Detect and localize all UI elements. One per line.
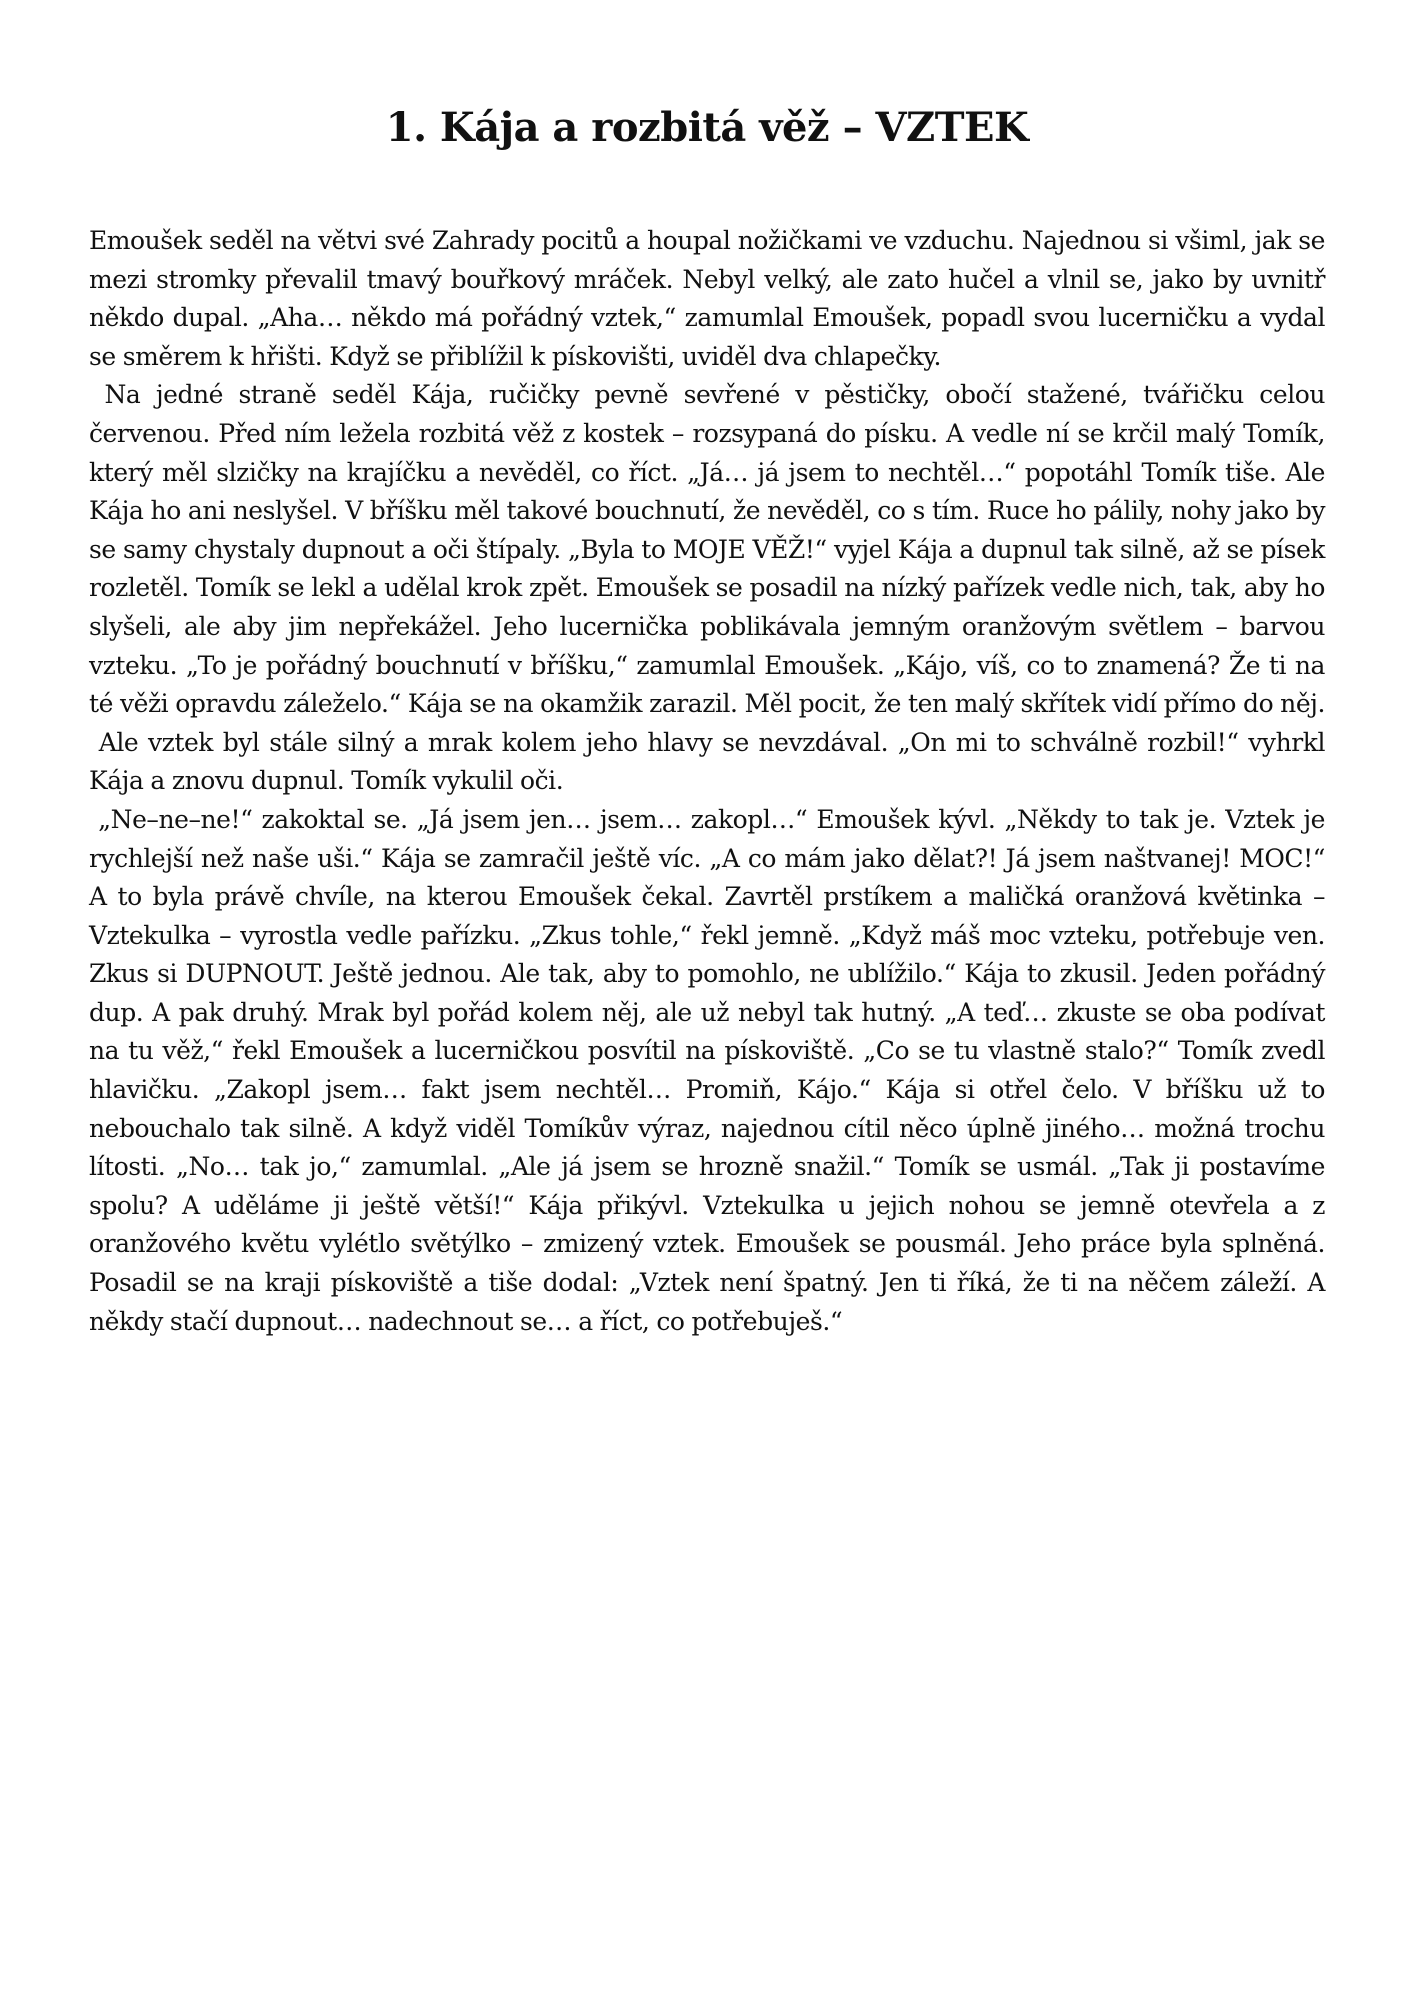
story-body — [89, 222, 1333, 1341]
paragraph-2: Na jedné straně seděl Kája, ručičky pevně sevřené v pěstičky, obočí stažené, tvářičku celou červenou. Před ním ležela rozbitá věž z kostek – rozsypaná do písku. A vedle ní se krčil malý Tomík, který měl slzičky na krajíčku a nevěděl, co říct. „Já… já jsem to nechtěl…“ popotáhl Tomík tiše. Ale Kája ho ani neslyšel. V bříšku měl takové bouchnutí, že nevěděl, co s tím. Ruce ho pálily, nohy jako by se samy chystaly dupnout a oči štípaly. „Byla to MOJE VĚŽ!“ vyjel Kája a dupnul tak silně, až se písek rozletěl. Tomík se lekl a udělal krok zpět. Emoušek se posadil na nízký pařízek vedle nich, tak, aby ho slyšeli, ale aby jim nepřekážel. Jeho lucernička poblikávala jemným oranžovým světlem – barvou vzteku. „To je pořádný bouchnutí v bříšku,“ zamumlal Emoušek. „Kájo, víš, co to znamená? Že ti na té věži opravdu záleželo.“ Kája se na okamžik zarazil. Měl pocit, že ten malý skřítek vidí přímo do něj. — [89, 380, 1332, 719]
paragraph-1: Emoušek seděl na větvi své Zahrady pocitů a houpal nožičkami ve vzduchu. Najednou si všiml, jak se mezi stromky převalil tmavý bouřkový mráček. Nebyl velký, ale zato hučel a vlnil se, jako by uvnitř někdo dupal. „Aha… někdo má pořádný vztek,“ zamumlal Emoušek, popadl svou lucerničku a vydal se směrem k hřišti. Když se přiblížil k pískovišti, uviděl dva chlapečky. — [89, 226, 1332, 371]
paragraph-4: „Ne–ne–ne!“ zakoktal se. „Já jsem jen… jsem… zakopl…“ Emoušek kývl. „Někdy to tak je. Vztek je rychlejší než naše uši.“ Kája se zamračil ještě víc. „A co mám jako dělat?! Já jsem naštvanej! MOC!“ A to byla právě chvíle, na kterou Emoušek čekal. Zavrtěl prstíkem a maličká oranžová květinka – Vztekulka – vyrostla vedle pařízku. „Zkus tohle,“ řekl jemně. „Když máš moc vzteku, potřebuje ven. Zkus si DUPNOUT. Ještě jednou. Ale tak, aby to pomohlo, ne ublížilo.“ Kája to zkusil. Jeden pořádný dup. A pak druhý. Mrak byl pořád kolem něj, ale už nebyl tak hutný. „A teď… zkuste se oba podívat na tu věž,“ řekl Emoušek a lucerničkou posvítil na pískoviště. „Co se tu vlastně stalo?“ Tomík zvedl hlavičku. „Zakopl jsem… fakt jsem nechtěl… Promiň, Kájo.“ Kája si otřel čelo. V bříšku už to nebouchalo tak silně. A když viděl Tomíkův výraz, najednou cítil něco úplně jiného… možná trochu lítosti. „No… tak jo,“ zamumlal. „Ale já jsem se hrozně snažil.“ Tomík se usmál. „Tak ji postavíme spolu? A uděláme ji ještě větší!“ Kája přikývl. Vztekulka u jejich nohou se jemně otevřela a z oranžového květu vylétlo světýlko – zmizený vztek. Emoušek se pousmál. Jeho práce byla splněná. Posadil se na kraji pískoviště a tiše dodal: „Vztek není špatný. Jen ti říká, že ti na něčem záleží. A někdy stačí dupnout… nadechnout se… a říct, co potřebuješ.“ — [89, 804, 1333, 1336]
chapter-title: 1. Kája a rozbitá věž – VZTEK — [385, 104, 1029, 151]
paragraph-3: Ale vztek byl stále silný a mrak kolem jeho hlavy se nevzdával. „On mi to schválně rozbil!“ vyhrkl Kája a znovu dupnul. Tomík vykulil oči. — [89, 727, 1332, 796]
